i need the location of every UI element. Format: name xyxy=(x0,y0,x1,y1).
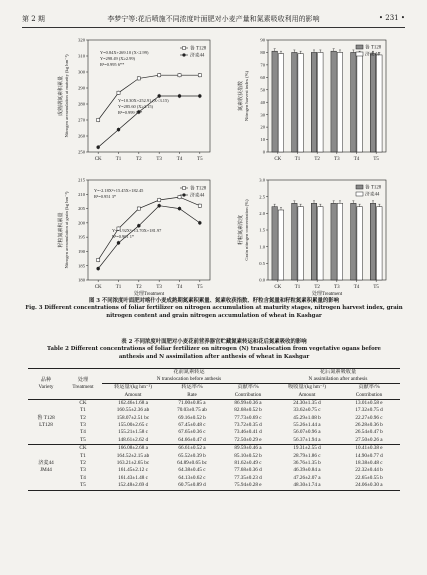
legend-label: 济麦44 xyxy=(365,192,380,198)
bar xyxy=(292,52,298,152)
data-point xyxy=(198,74,201,77)
value-cell: 81.62±0.49 c xyxy=(234,460,262,467)
variety-code: JM44 xyxy=(40,467,52,474)
value-cell: 27.50±0.26 a xyxy=(355,436,383,443)
issue-number: 第 2 期 xyxy=(22,15,45,23)
x-tick-label: T3 xyxy=(334,285,340,290)
table-row xyxy=(28,422,400,429)
assimilation-header: 花后氮素吸收量 xyxy=(319,369,357,375)
data-point xyxy=(137,207,140,210)
value-cell: 166.08±2.68 a xyxy=(102,445,164,453)
value-cell: 28.79±1.86 c xyxy=(293,452,321,459)
value-cell: 89.59±0.46 a xyxy=(220,445,276,453)
y-tick-label: 3.0 xyxy=(259,177,265,183)
y-tick-label: 1.0 xyxy=(259,244,265,250)
x-tick-label: T3 xyxy=(334,157,340,162)
y-tick-label: 0 xyxy=(262,149,265,155)
data-point xyxy=(137,77,140,80)
figure-3-caption-en: Fig. 3 Different concentrations of foliar fertilizer on nitrogen accumulation at maturity stages, nitrogen harvest index, grain nitrogen content and grain nitrogen accumulation of wheat in Kashgar xyxy=(25,305,403,319)
bar xyxy=(377,55,383,152)
y-tick-label: 300 xyxy=(78,69,85,75)
value-cell: 19.31±2.55 d xyxy=(276,445,338,453)
value-cell: 75.94±0.28 e xyxy=(234,482,262,489)
rate-header: 转运率/% xyxy=(181,384,203,391)
x-tick-label: CK xyxy=(274,285,282,290)
value-cell: 148.61±2.62 d xyxy=(117,436,149,443)
figure-3-caption xyxy=(24,298,404,320)
equation-text: R²=0.995 6** xyxy=(100,62,125,67)
y-tick-label: 20 xyxy=(260,124,265,130)
equation-text: Y=298.49 (X≥2.99) xyxy=(100,56,136,61)
variety-cell xyxy=(28,445,64,490)
y-tick-label: 205 xyxy=(78,206,85,212)
bar xyxy=(331,51,337,152)
bar xyxy=(357,54,363,152)
y-tick-label: 0.5 xyxy=(259,260,265,266)
value-cell: 164.52±2.15 ab xyxy=(116,452,150,459)
value-cell: 152.48±2.69 d xyxy=(117,482,149,489)
x-tick-label: T1 xyxy=(294,285,301,290)
x-axis-label: 处理Treatment xyxy=(133,292,165,297)
legend-swatch xyxy=(356,52,363,56)
x-tick-label: T4 xyxy=(353,285,360,290)
x-tick-label: T5 xyxy=(197,157,203,162)
value-cell: 161.45±2.12 c xyxy=(118,467,148,474)
y-tick-label: 185 xyxy=(78,263,85,269)
y-axis-label-en: Grain nitrogen concentration (%) xyxy=(244,199,249,261)
data-point xyxy=(198,221,201,224)
y-axis-label-cn: 籽粒氮素积累量 xyxy=(59,212,64,248)
value-cell: 66.61±0.52 a xyxy=(164,445,220,453)
value-cell: 47.26±2.07 a xyxy=(293,474,321,481)
x-tick-label: T2 xyxy=(314,157,320,162)
treatment-cell: T2 xyxy=(80,414,86,421)
data-point xyxy=(97,258,100,261)
data-point xyxy=(96,267,99,270)
bar xyxy=(351,203,357,280)
bar xyxy=(318,207,324,280)
variety-header-cn: 品种 xyxy=(40,376,52,383)
x-tick-label: T1 xyxy=(115,157,122,162)
value-cell: 160.55±2.36 ab xyxy=(116,407,150,414)
x-tick-label: CK xyxy=(94,157,102,162)
value-cell: 86.99±0.36 a xyxy=(234,399,262,406)
y-tick-label: 310 xyxy=(78,53,85,59)
treatment-cell: CK xyxy=(64,445,102,453)
legend-label: 鲁 T128 xyxy=(365,185,382,191)
table-row xyxy=(28,482,400,490)
data-point xyxy=(117,128,120,131)
bar xyxy=(318,52,324,152)
x-tick-label: T1 xyxy=(294,157,301,162)
x-tick-label: T5 xyxy=(197,285,203,290)
data-point xyxy=(178,196,181,199)
y-tick-label: 60 xyxy=(260,74,265,80)
value-cell: 36.76±1.35 b xyxy=(293,460,321,467)
value-cell: 77.35±0.23 d xyxy=(234,474,262,481)
value-cell: 71.00±0.85 a xyxy=(178,399,206,406)
value-cell: 70.03±0.75 ab xyxy=(177,407,207,414)
bar xyxy=(377,207,383,280)
contribution-header-en: Contribution xyxy=(234,391,262,398)
value-cell: 155.00±2.65 c xyxy=(118,422,148,429)
variety-code: LT128 xyxy=(39,422,53,429)
value-cell: 73.46±0.41 d xyxy=(234,429,262,436)
x-tick-label: T3 xyxy=(156,157,162,162)
y-tick-label: 180 xyxy=(78,277,85,283)
bar xyxy=(337,203,343,280)
y-tick-label: 50 xyxy=(260,87,265,93)
figure-3-caption-cn: 图 3 不同浓度叶面肥对喀什小麦成熟期氮素积累量、氮素收获指数、籽粒含氮量和籽粒氮素积累量的影响 xyxy=(88,298,340,304)
equation-text: Y=285.60 (X≥3.15) xyxy=(118,104,154,109)
value-cell: 64.13±0.62 c xyxy=(178,474,206,481)
value-cell: 45.29±1.08 b xyxy=(293,414,321,421)
value-cell: 60.75±0.89 d xyxy=(178,482,206,489)
value-cell: 17.32±0.75 d xyxy=(355,407,383,414)
table-row xyxy=(28,445,400,453)
y-tick-label: 320 xyxy=(78,37,85,43)
table-row xyxy=(28,475,400,482)
treatment-cell: T3 xyxy=(80,467,86,474)
x-tick-label: T2 xyxy=(136,157,142,162)
equation-text: R²=0.951 3* xyxy=(94,194,117,199)
y-axis-label-cn: 籽粒氮素浓度 xyxy=(239,214,244,246)
x-tick-label: T4 xyxy=(176,157,183,162)
treatment-cell: T2 xyxy=(80,460,86,467)
legend-label: 济麦44 xyxy=(190,53,205,59)
value-cell: 77.68±0.36 d xyxy=(234,467,262,474)
value-cell: 64.38±0.45 c xyxy=(178,467,206,474)
bar xyxy=(331,203,337,280)
table-row xyxy=(28,399,400,407)
data-point xyxy=(137,224,140,227)
x-tick-label: T4 xyxy=(353,157,360,162)
assim-contribution-header-en: Contribution xyxy=(355,391,383,398)
value-cell: 26.54±0.47 b xyxy=(355,429,383,436)
table-row xyxy=(28,467,400,474)
value-cell: 48.30±1.74 a xyxy=(293,482,321,489)
variety-cell xyxy=(28,399,64,444)
y-axis-label-cn: 成熟期氮素积累量 xyxy=(59,75,64,117)
value-cell: 73.72±0.35 d xyxy=(234,422,262,429)
legend-label: 鲁 T128 xyxy=(365,45,382,51)
x-axis-label: 处理Treatment xyxy=(311,292,343,297)
y-tick-label: 200 xyxy=(78,220,85,226)
bar xyxy=(337,52,343,152)
assim-amount-header: 吸收量/(kg hm⁻²) xyxy=(288,384,326,391)
equation-text: R²=0.901 1* xyxy=(112,234,135,239)
assim-amount-header-en: Amount xyxy=(298,391,316,398)
y-tick-label: 30 xyxy=(260,112,265,118)
variety-name: 鲁 T128 xyxy=(37,414,55,421)
value-cell: 26.28±0.36 b xyxy=(355,422,383,429)
value-cell: 161.43±1.48 c xyxy=(118,474,148,481)
rate-header-en: Rate xyxy=(187,391,197,398)
legend-swatch xyxy=(356,45,363,49)
value-cell: 82.68±0.52 b xyxy=(234,407,262,414)
treatment-cell: T3 xyxy=(80,422,86,429)
treatment-header-cn: 处理 xyxy=(77,376,89,383)
y-tick-label: 10 xyxy=(260,137,265,143)
treatment-cell: T1 xyxy=(80,407,86,414)
value-cell: 162.46±1.68 a xyxy=(118,399,148,406)
table-2-caption-en-2: anthesis and N assimilation after anthesis of wheat in Kashgar xyxy=(118,353,310,360)
table-2-caption xyxy=(24,339,404,361)
treatment-cell: T5 xyxy=(80,482,86,489)
data-point xyxy=(198,204,201,207)
legend-label: 济麦44 xyxy=(365,52,380,58)
table-row xyxy=(28,460,400,467)
value-cell: 24.30±1.35 d xyxy=(293,399,321,406)
legend-marker xyxy=(182,193,185,196)
bar xyxy=(298,207,304,280)
value-cell: 64.66±0.47 d xyxy=(178,436,206,443)
running-title: 李梦宁等:花后喷施不同浓度叶面肥对小麦产量和氮素吸收利用的影响 xyxy=(107,15,320,23)
y-axis-label-cn: 氮素收获指数 xyxy=(239,80,244,112)
bar xyxy=(357,207,363,280)
treatment-header xyxy=(64,369,102,400)
legend-label: 鲁 T128 xyxy=(190,46,207,52)
variety-header xyxy=(28,369,64,400)
value-cell: 85.10±0.52 b xyxy=(234,452,262,459)
treatment-cell: CK xyxy=(79,399,87,406)
value-cell: 64.89±0.65 bc xyxy=(177,460,207,467)
y-tick-label: 2.5 xyxy=(259,194,265,200)
value-cell: 33.62±0.75 c xyxy=(293,407,321,414)
y-tick-label: 1.5 xyxy=(259,227,265,233)
x-tick-label: T5 xyxy=(373,157,379,162)
y-axis-label-en: Nitrogen harvest index (%) xyxy=(244,70,249,122)
table-2 xyxy=(28,368,400,491)
y-tick-label: 260 xyxy=(78,133,85,139)
y-tick-label: 70 xyxy=(260,62,265,68)
table-2-header xyxy=(28,369,400,400)
legend-marker xyxy=(183,187,186,190)
data-point xyxy=(178,74,181,77)
data-point xyxy=(158,198,161,201)
data-point xyxy=(178,207,181,210)
table-2-body xyxy=(28,399,400,490)
value-cell: 22.65±0.55 b xyxy=(355,474,383,481)
legend-swatch xyxy=(356,192,363,196)
data-point xyxy=(178,94,181,97)
bar xyxy=(370,203,376,280)
y-tick-label: 90 xyxy=(260,37,265,43)
value-cell: 10.41±0.38 e xyxy=(338,445,400,453)
value-cell: 22.32±0.44 b xyxy=(355,467,383,474)
equation-text: R²=0.999 0** xyxy=(118,110,143,115)
legend-marker xyxy=(183,47,186,50)
table-row xyxy=(28,415,400,422)
bar xyxy=(311,52,317,152)
x-tick-label: T2 xyxy=(314,285,320,290)
legend-marker xyxy=(182,53,185,56)
value-cell: 67.45±0.48 c xyxy=(178,422,206,429)
value-cell: 163.21±2.65 bc xyxy=(116,460,150,467)
value-cell: 67.65±0.36 c xyxy=(178,429,206,436)
assimilation-header-en: N assimilation after anthesis xyxy=(276,376,400,384)
legend-label: 济麦44 xyxy=(190,193,205,199)
bar xyxy=(272,207,278,280)
table-2-caption-en-1: Table 2 Different concentrations of foliar fertilizer on nitrogen (N) translocation from vegetative ogans before xyxy=(47,346,381,353)
value-cell: 13.01±0.58 e xyxy=(355,399,383,406)
y-tick-label: 270 xyxy=(78,117,85,123)
value-cell: 69.16±0.52 b xyxy=(178,414,206,421)
table-row xyxy=(28,437,400,445)
y-tick-label: 290 xyxy=(78,85,85,91)
equation-text: Y=10.30X+252.91 (X<3.15) xyxy=(118,98,169,103)
bar xyxy=(272,51,278,152)
table-row xyxy=(28,429,400,436)
treatment-cell: T4 xyxy=(80,429,86,436)
y-tick-label: 215 xyxy=(78,177,85,183)
data-point xyxy=(198,94,201,97)
table-row xyxy=(28,453,400,460)
x-tick-label: T4 xyxy=(176,285,183,290)
value-cell: 18.38±0.48 c xyxy=(355,460,383,467)
bar xyxy=(278,54,284,152)
legend-swatch xyxy=(356,185,363,189)
y-axis-label-en: Nitrogen accumulation at maturity (kg hm⁻²) xyxy=(64,54,69,138)
equation-text: Y=-2.18X²+15.45X+182.45 xyxy=(94,188,144,193)
value-cell: 24.06±0.30 a xyxy=(355,482,383,489)
bar xyxy=(298,54,304,152)
treatment-cell: T1 xyxy=(80,452,86,459)
y-tick-label: 0.0 xyxy=(259,277,265,283)
y-tick-label: 195 xyxy=(78,234,85,240)
bar xyxy=(311,203,317,280)
x-tick-label: T5 xyxy=(373,285,379,290)
bar xyxy=(370,54,376,152)
bar xyxy=(351,52,357,152)
value-cell: 56.37±1.94 a xyxy=(293,436,321,443)
y-tick-label: 2.0 xyxy=(259,210,265,216)
data-point xyxy=(158,74,161,77)
value-cell: 56.07±0.96 a xyxy=(293,429,321,436)
page-number: • 231 • xyxy=(378,14,405,22)
x-tick-label: CK xyxy=(94,285,102,290)
bar xyxy=(278,210,284,280)
data-point xyxy=(157,204,160,207)
variety-name: 济麦44 xyxy=(38,460,54,467)
value-cell: 14.90±0.77 d xyxy=(355,452,383,459)
amount-header: 转运量/(kg hm⁻²) xyxy=(114,384,152,391)
y-tick-label: 40 xyxy=(260,99,265,105)
value-cell: 46.39±0.84 a xyxy=(293,467,321,474)
data-point xyxy=(117,91,120,94)
equation-text: Y=0.84X+269.10 (X<2.99) xyxy=(100,50,149,55)
y-tick-label: 250 xyxy=(78,149,85,155)
data-point xyxy=(117,241,120,244)
y-tick-label: 190 xyxy=(78,249,85,255)
y-tick-label: 80 xyxy=(260,50,265,56)
x-tick-label: CK xyxy=(274,157,282,162)
amount-header-en: Amount xyxy=(124,391,142,398)
contribution-header: 贡献率/% xyxy=(237,384,259,391)
assim-contribution-header: 贡献率/% xyxy=(358,384,380,391)
equation-text: Y=-1.92X²+13.70X+181.97 xyxy=(112,228,162,233)
value-cell: 22.27±0.96 c xyxy=(355,414,383,421)
value-cell: 55.26±1.44 a xyxy=(293,422,321,429)
value-cell: 158.07±2.51 bc xyxy=(116,414,150,421)
value-cell: 72.50±0.29 e xyxy=(234,436,262,443)
legend-label: 鲁 T128 xyxy=(190,186,207,192)
translocation-header: 花前氮素转运 xyxy=(173,369,205,375)
table-2-caption-cn: 表 2 不同浓度叶面肥对小麦花前营养器官贮藏氮素转运和花后氮素吸收的影响 xyxy=(121,339,307,345)
value-cell: 155.21±1.58 c xyxy=(118,429,148,436)
x-tick-label: T2 xyxy=(136,285,142,290)
treatment-header-en: Treatment xyxy=(72,383,94,390)
data-point xyxy=(97,118,100,121)
y-tick-label: 280 xyxy=(78,101,85,107)
y-axis-label-en: Nitrogen accumulation at grain (kg hm⁻²) xyxy=(64,191,69,269)
x-tick-label: T1 xyxy=(115,285,122,290)
data-point xyxy=(96,146,99,149)
y-tick-label: 210 xyxy=(78,191,85,197)
treatment-cell: T4 xyxy=(80,474,86,481)
table-row xyxy=(28,407,400,414)
treatment-cell: T5 xyxy=(80,436,86,443)
value-cell: 77.73±0.69 c xyxy=(234,414,262,421)
x-tick-label: T3 xyxy=(156,285,162,290)
variety-header-en: Variety xyxy=(38,383,54,390)
value-cell: 65.52±0.39 b xyxy=(178,452,206,459)
translocation-header-en: N translocation before anthesis xyxy=(102,376,276,384)
bar xyxy=(292,203,298,280)
